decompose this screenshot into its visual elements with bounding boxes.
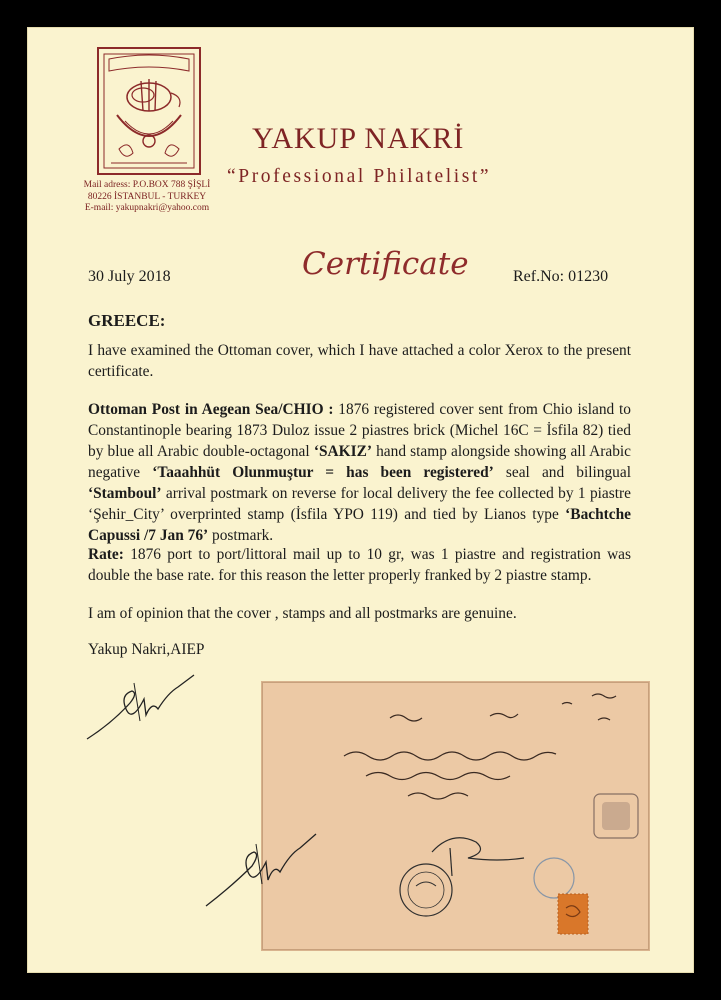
description-text: arrival postmark on reverse for local delivery the fee collected by 1 piastre ‘Şehir_City’ overprinted stamp (İsfila YPO 119) and tied by Lianos type: [88, 485, 631, 523]
description-bold: ‘Stamboul’: [88, 485, 162, 502]
description-text: postmark.: [208, 527, 274, 544]
mail-line: Mail adress: P.O.BOX 788 ŞİŞLİ: [83, 180, 211, 190]
country-heading: GREECE:: [88, 311, 166, 330]
description-bold: ‘SAKIZ’: [313, 443, 372, 460]
opinion-paragraph: I am of opinion that the cover , stamps and all postmarks are genuine.: [88, 605, 517, 622]
rate-text: 1876 port to port/littoral mail up to 10 gr, was 1 piastre and registration was double the base rate. for this reason the letter properly franked by 2 piastre stamp.: [88, 546, 631, 584]
description-text: seal and bilingual: [493, 464, 631, 481]
certificate-page: [27, 27, 694, 973]
reference-number: Ref.No: 01230: [513, 268, 609, 285]
signer-name: Yakup Nakri,AIEP: [88, 641, 205, 658]
description-lead: Ottoman Post in Aegean Sea/CHIO :: [88, 401, 334, 418]
rate-lead: Rate:: [88, 546, 124, 563]
mail-address: [77, 180, 217, 215]
certificate-title: Certificate: [302, 246, 469, 282]
brand-name: YAKUP NAKRİ: [252, 122, 465, 155]
mail-line: 80226 İSTANBUL - TURKEY: [87, 191, 207, 202]
handwritten-signature: [202, 822, 322, 912]
tughra-logo: [97, 47, 201, 175]
rate-paragraph: [88, 544, 631, 586]
tagline: “Professional Philatelist”: [227, 166, 492, 187]
description-bold: ‘Bachtche Capussi /7 Jan 76’: [88, 506, 631, 544]
intro-paragraph: I have examined the Ottoman cover, which I have attached a color Xerox to the present certificate.: [88, 342, 631, 380]
tughra-emblem-icon: [99, 49, 199, 173]
description-text: 1876 registered cover sent from Chio island to Constantinople bearing 1873 Duloz issue 2 piastres brick (Michel 16C = İsfila 82) tied by blue all Arabic double-octagonal: [88, 401, 631, 460]
certificate-date: 30 July 2018: [88, 268, 171, 285]
description-paragraph: [88, 399, 631, 546]
description-bold: ‘Taaahhüt Olunmuştur = has been registered’: [152, 464, 494, 481]
handwritten-signature: [82, 665, 202, 745]
description-text: hand stamp alongside showing all Arabic negative: [88, 443, 632, 481]
email-line: E-mail: yakupnakri@yahoo.com: [84, 203, 210, 213]
